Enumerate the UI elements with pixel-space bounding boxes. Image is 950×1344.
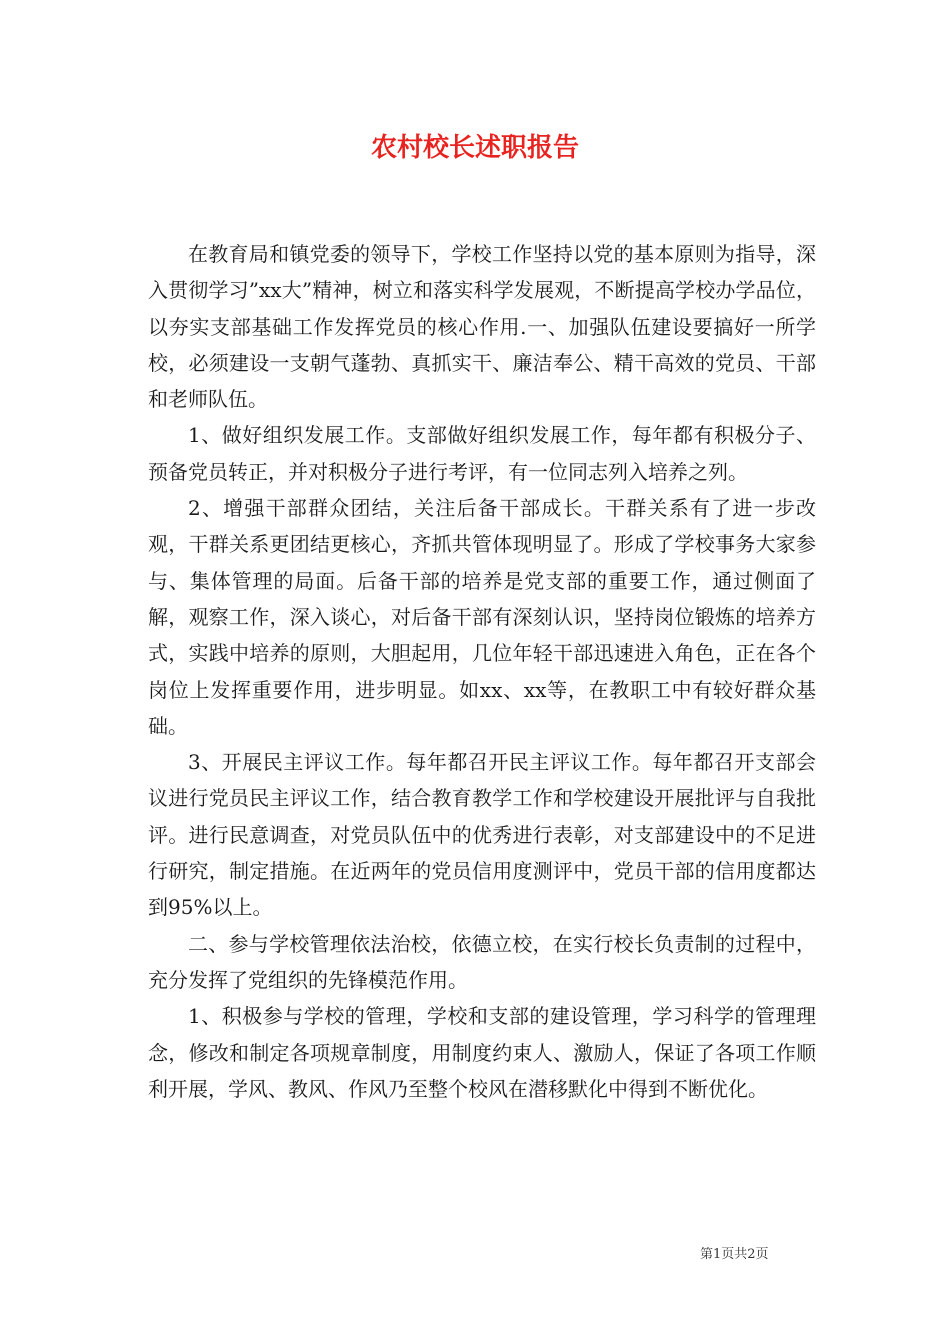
- paragraph-section-2-item-1: 1、积极参与学校的管理，学校和支部的建设管理，学习科学的管理理念，修改和制定各项规章制度，用制度约束人、激励人，保证了各项工作顺利开展，学风、教风、作风乃至整个校风在潜移默化中得到不断优化。: [148, 1004, 816, 1101]
- paragraph-intro: 在教育局和镇党委的领导下，学校工作坚持以党的基本原则为指导，深入贯彻学习”xx大”精神，树立和落实科学发展观，不断提高学校办学品位，以夯实支部基础工作发挥党员的核心作用.一、加强队伍建设要搞好一所学校，必须建设一支朝气蓬勃、真抓实干、廉洁奉公、精干高效的党员、干部和老师队伍。: [148, 242, 816, 412]
- paragraph-section-2: 二、参与学校管理依法治校，依德立校，在实行校长负责制的过程中，充分发挥了党组织的先锋模范作用。: [148, 931, 816, 992]
- page-number-footer: 第1页共2页: [700, 1247, 769, 1262]
- document-body: [148, 236, 816, 1107]
- paragraph-item-1: 1、做好组织发展工作。支部做好组织发展工作，每年都有积极分子、预备党员转正，并对积极分子进行考评，有一位同志列入培养之列。: [148, 423, 816, 484]
- paragraph-item-3: 3、开展民主评议工作。每年都召开民主评议工作。每年都召开支部会议进行党员民主评议工作，结合教育教学工作和学校建设开展批评与自我批评。进行民意调查，对党员队伍中的优秀进行表彰，对支部建设中的不足进行研究，制定措施。在近两年的党员信用度测评中，党员干部的信用度都达到95%以上。: [148, 750, 816, 920]
- document-title: 农村校长述职报告: [370, 133, 579, 163]
- paragraph-item-2: 2、增强干部群众团结，关注后备干部成长。干群关系有了进一步改观，干群关系更团结更核心，齐抓共管体现明显了。形成了学校事务大家参与、集体管理的局面。后备干部的培养是党支部的重要工作，通过侧面了解，观察工作，深入谈心，对后备干部有深刻认识，坚持岗位锻炼的培养方式，实践中培养的原则，大胆起用，几位年轻干部迅速进入角色，正在各个岗位上发挥重要作用，进步明显。如xx、xx等，在教职工中有较好群众基础。: [148, 496, 816, 738]
